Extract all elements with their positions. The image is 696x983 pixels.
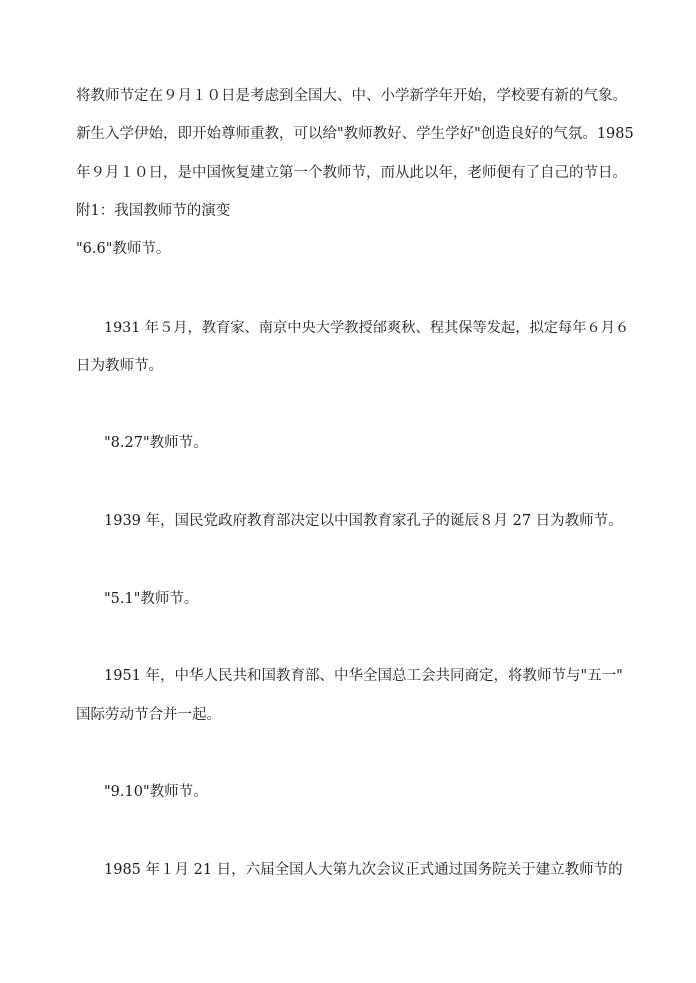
intro-line-2: 新生入学伊始，即开始尊师重教，可以给"教师教好、学生学好"创造良好的气氛。1985: [76, 126, 634, 142]
appendix-heading: 附1：我国教师节的演变: [76, 203, 231, 219]
section-heading-5-1: "5.1"教师节。: [104, 591, 199, 607]
section-heading-6-6: "6.6"教师节。: [76, 241, 171, 257]
intro-line-3: 年９月１０日，是中国恢复建立第一个教师节，而从此以年，老师便有了自己的节日。: [76, 165, 627, 181]
section-1-line-1: 1931 年５月，教育家、南京中央大学教授邰爽秋、程其保等发起，拟定每年６月６: [104, 320, 630, 336]
section-1-line-2: 日为教师节。: [76, 358, 163, 374]
section-heading-9-10: "9.10"教师节。: [104, 784, 208, 800]
intro-line-1: 将教师节定在９月１０日是考虑到全国大、中、小学新学年开始，学校要有新的气象。: [76, 88, 627, 104]
section-4-line-1: 1985 年１月 21 日，六届全国人大第九次会议正式通过国务院关于建立教师节的: [104, 862, 623, 878]
section-3-line-1: 1951 年，中华人民共和国教育部、中华全国总工会共同商定，将教师节与"五一": [104, 668, 623, 684]
section-heading-8-27: "8.27"教师节。: [104, 435, 208, 451]
section-3-line-2: 国际劳动节合并一起。: [76, 707, 221, 723]
section-2-line-1: 1939 年，国民党政府教育部决定以中国教育家孔子的诞辰８月 27 日为教师节。: [104, 513, 623, 529]
